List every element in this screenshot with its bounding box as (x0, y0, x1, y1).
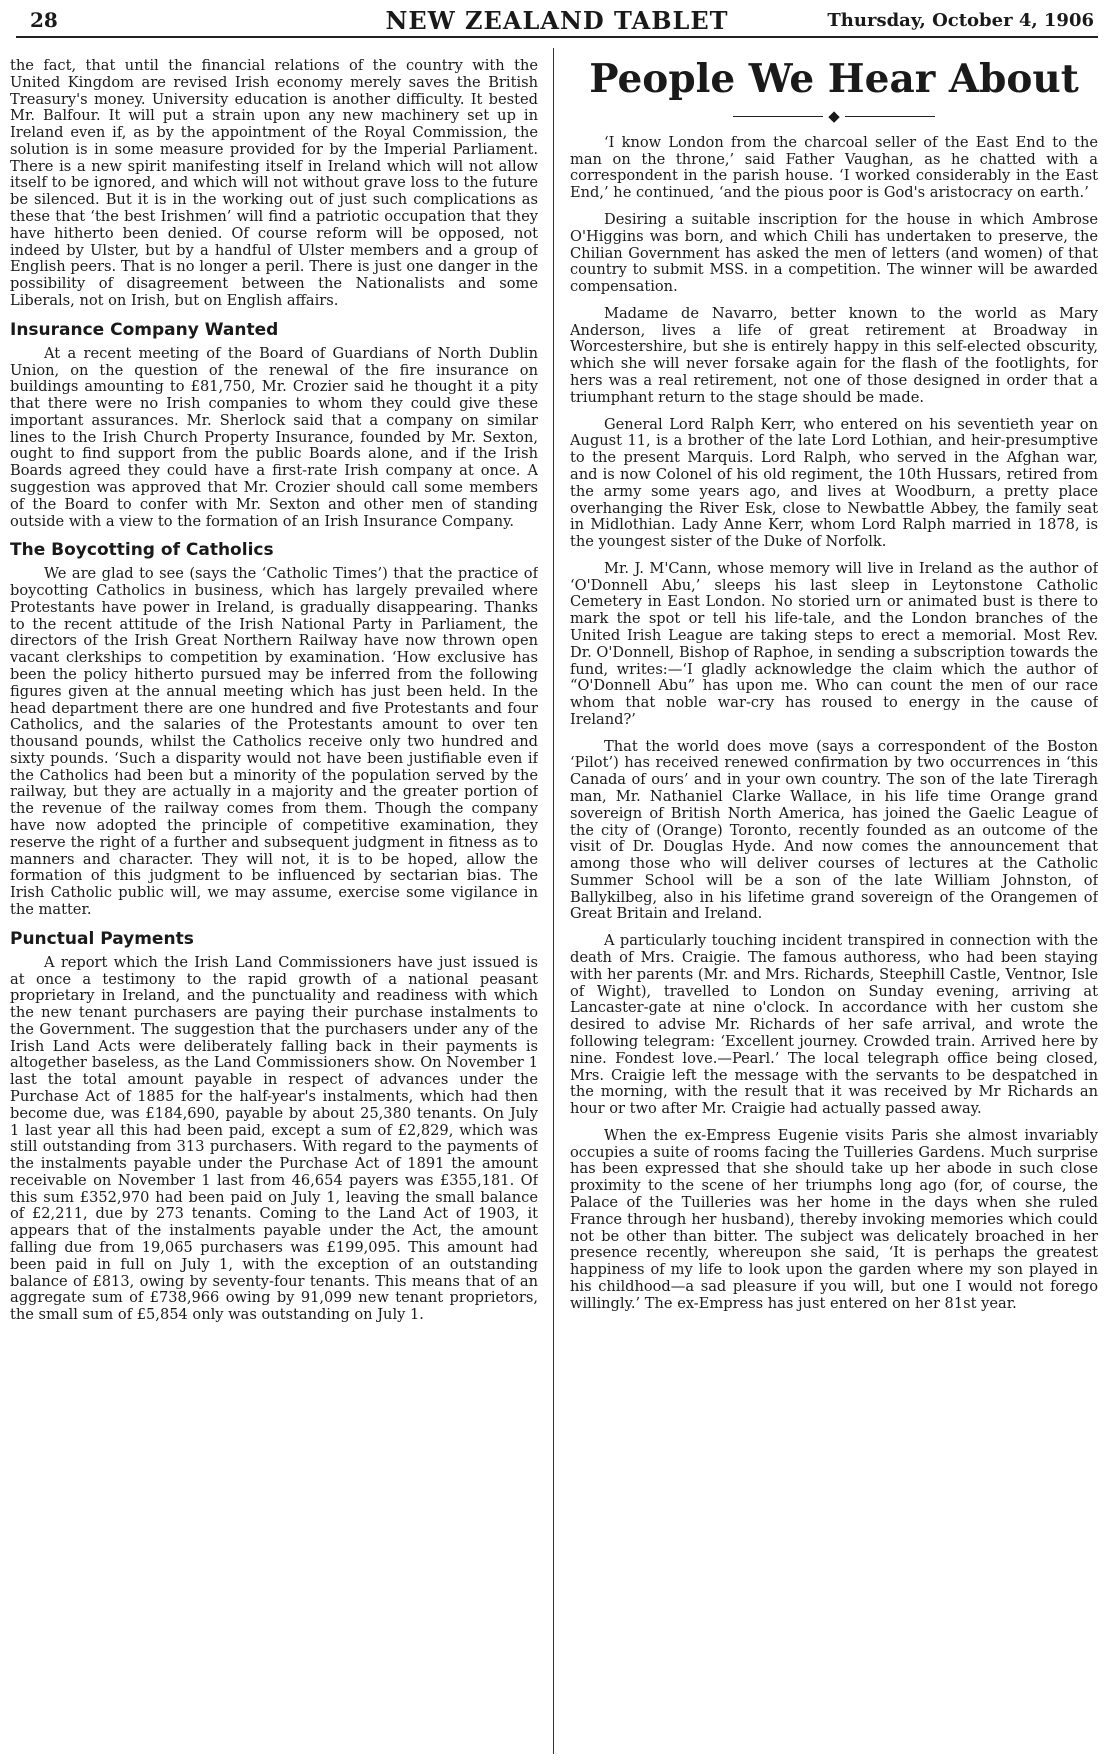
ornament-line-right (845, 116, 935, 117)
issue-date: Thursday, October 4, 1906 (827, 10, 1094, 31)
newspaper-title: NEW ZEALAND TABLET (385, 6, 729, 35)
continued-article-paragraph: the fact, that until the financial relations of the country with the United Kingdom are revised Irish economy merely saves the British Treasury's money. University education is another difficulty. It bested Mr. Balfour. It will put a strain upon any new machinery set up in Ireland even if, as by the appointment of the Royal Commission, the solution is in some measure provided for by the Imperial Parliament. There is a new spirit manifesting itself in Ireland which will not allow itself to be ignored, and which will not without grave loss to the future be silenced. But it is in the working out of just such complications as these that ‘the best Irishmen’ will find a patriotic occupation that they have hitherto been denied. Of course reform will be opposed, not indeed by Ulster, but by a handful of Ulster members and a group of English peers. That is no longer a peril. There is just one danger in the possibility of disagreement between the Nationalists and some Liberals, not on Irish, but on English affairs. (10, 58, 538, 309)
punctual-payments-heading: Punctual Payments (10, 928, 194, 949)
diamond-icon: ◆ (828, 106, 840, 125)
column-divider (553, 48, 554, 1754)
people-paragraph: When the ex-Empress Eugenie visits Paris she almost invariably occupies a suite of rooms facing the Tuilleries Gardens. Much surprise has been expressed that she should take up her abode in such close proximity to the scene of her triumphs long ago (for, of course, the Palace of the Tuilleries was her home in the days when she ruled France through her husband), thereby invoking memories which could not be other than bitter. The subject was delicately broached in her presence recently, whereupon she said, ‘It is perhaps the greatest happiness of my life to look upon the garden where my son played in his childhood—a sad pleasure if you will, but one I would not forego willingly.’ The ex-Empress has just entered on her 81st year. (570, 1126, 1098, 1312)
people-paragraph: That the world does move (says a correspondent of the Boston ‘Pilot’) has received renewed confirmation by two occurrences in ‘this Canada of ours’ and in your own country. The son of the late Tireragh man, Mr. Nathaniel Clarke Wallace, in his life time Orange grand sovereign of British North America, has joined the Gaelic League of the city of (Orange) Toronto, recently founded as an outcome of the visit of Dr. Douglas Hyde. And now comes the announcement that among those who will deliver courses of lectures at the Catholic Summer School will be a son of the late William Johnston, of Ballykilbeg, also in his lifetime grand sovereign of the Orangemen of Great Britain and Ireland. (570, 737, 1098, 923)
left-column (10, 58, 538, 1756)
page-header (16, 6, 1098, 38)
people-paragraph: General Lord Ralph Kerr, who entered on his seventieth year on August 11, is a brother of the late Lord Lothian, and heir-presumptive to the present Marquis. Lord Ralph, who served in the Afghan war, and is now Colonel of his old regiment, the 10th Hussars, retired from the army some years ago, and lives at Woodburn, a pretty place overhanging the River Esk, close to Newbattle Abbey, the family seat in Midlothian. Lady Anne Kerr, whom Lord Ralph married in 1878, is the youngest sister of the Duke of Norfolk. (570, 415, 1098, 551)
people-paragraph: Madame de Navarro, better known to the world as Mary Anderson, lives a life of great retirement at Broadway in Worcestershire, but she is entirely happy in this self-elected obscurity, which she will never forsake again for the flash of the footlights, for hers was a real retirement, not one of those designed in order that a triumphant return to the stage should be made. (570, 304, 1098, 406)
title-ornament (570, 107, 1098, 125)
page-number: 28 (30, 8, 58, 32)
insurance-heading: Insurance Company Wanted (10, 319, 279, 340)
people-paragraph: Mr. J. M'Cann, whose memory will live in Ireland as the author of ‘O'Donnell Abu,’ sleeps his last sleep in Leytonstone Catholic Cemetery in East London. No storied urn or animated bust is there to mark the spot or tell his life-tale, and the London branches of the United Irish League are taking steps to erect a memorial. Most Rev. Dr. O'Donnell, Bishop of Raphoe, in sending a subscription towards the fund, writes:—‘I gladly acknowledge the claim which the author of “O'Donnell Abu” has upon me. Who can count the men of our race whom that noble war-cry has roused to energy in the cause of Ireland?’ (570, 559, 1098, 728)
ornament-line-left (733, 116, 823, 117)
right-column (570, 58, 1098, 1756)
boycotting-paragraph: We are glad to see (says the ‘Catholic Times’) that the practice of boycotting Catholics in business, which has largely prevailed where Protestants have power in Ireland, is gradually disappearing. Thanks to the recent attitude of the Irish National Party in Parliament, the directors of the Irish Great Northern Railway have now thrown open vacant clerkships to competition by examination. ‘How exclusive has been the policy hitherto pursued may be inferred from the following figures given at the annual meeting which has just been held. In the head department there are one hundred and five Protestants and four Catholics, and the salaries of the Protestants amount to over ten thousand pounds, whilst the Catholics receive only two hundred and sixty pounds. ‘Such a disparity would not have been justifiable even if the Catholics had been but a minority of the population served by the railway, but they are actually in a majority and the greater portion of the revenue of the railway comes from them. Though the company have now adopted the principle of competitive examination, they reserve the right of a further and subsequent judgment in fitness as to manners and character. They will not, it is to be hoped, allow the formation of this judgment to be influenced by sectarian bias. The Irish Catholic public will, we may assume, exercise some vigilance in the matter. (10, 565, 538, 918)
people-paragraph: ‘I know London from the charcoal seller of the East End to the man on the throne,’ said Father Vaughan, as he chatted with a correspondent in the parish house. ‘I worked considerably in the East End,’ he continued, ‘and the pious poor is God's aristocracy on earth.’ (570, 133, 1098, 202)
section-title: People We Hear About (589, 58, 1079, 102)
insurance-paragraph: At a recent meeting of the Board of Guardians of North Dublin Union, on the question of the renewal of the fire insurance on buildings amounting to £81,750, Mr. Crozier said he thought it a pity that there were no Irish companies to whom they could give these important assurances. Mr. Sherlock said that a company on similar lines to the Irish Church Property Insurance, founded by Mr. Sexton, ought to find support from the public Boards alone, and if the Irish Boards agreed they could have a first-rate Irish company at once. A suggestion was approved that Mr. Crozier should call some members of the Board to confer with Mr. Sexton and other men of standing outside with a view to the formation of an Irish Insurance Company. (10, 344, 538, 530)
people-paragraph: Desiring a suitable inscription for the house in which Ambrose O'Higgins was born, and which Chili has undertaken to preserve, the Chilian Government has asked the men of letters (and women) of that country to submit MSS. in a competition. The winner will be awarded compensation. (570, 211, 1098, 296)
people-paragraph: A particularly touching incident transpired in connection with the death of Mrs. Craigie. The famous authoress, who had been staying with her parents (Mr. and Mrs. Richards, Steephill Castle, Ventnor, Isle of Wight), travelled to London on Sunday evening, arriving at Lancaster-gate at nine o'clock. In accordance with her custom she desired to advise Mr. Richards of her safe arrival, and wrote the following telegram: ‘Excellent journey. Crowded train. Arrived here by nine. Fondest love.—Pearl.’ The local telegraph office being closed, Mrs. Craigie left the message with the servants to be despatched in the morning, with the result that it was received by Mr Richards an hour or two after Mr. Craigie had actually passed away. (570, 932, 1098, 1118)
boycotting-heading: The Boycotting of Catholics (10, 540, 274, 561)
punctual-payments-paragraph: A report which the Irish Land Commissioners have just issued is at once a testimony to the rapid growth of a national peasant proprietary in Ireland, and the punctuality and readiness with which the new tenant purchasers are paying their purchase instalments to the Government. The suggestion that the purchasers under any of the Irish Land Acts were deliberately falling back in their payments is altogether baseless, as the Land Commissioners show. On November 1 last the total amount payable in respect of advances under the Purchase Act of 1885 for the half-year's instalments, which had then become due, was £184,690, payable by about 25,380 tenants. On July 1 last year all this had been paid, except a sum of £2,829, which was still outstanding from 313 purchasers. With regard to the payments of the instalments payable under the Purchase Act of 1891 the amount receivable on November 1 last from 46,654 payers was £355,181. Of this sum £352,970 had been paid on July 1, leaving the small balance of £2,211, due by 273 tenants. Coming to the Land Act of 1903, it appears that of the instalments payable under the Act, the amount falling due from 19,065 purchasers was £199,095. This amount had been paid in full on July 1, with the exception of an outstanding balance of £813, owing by seventy-four tenants. This means that of an aggregate sum of £738,966 owing by 91,099 new tenant proprietors, the small sum of £5,854 only was outstanding on July 1. (10, 953, 538, 1324)
